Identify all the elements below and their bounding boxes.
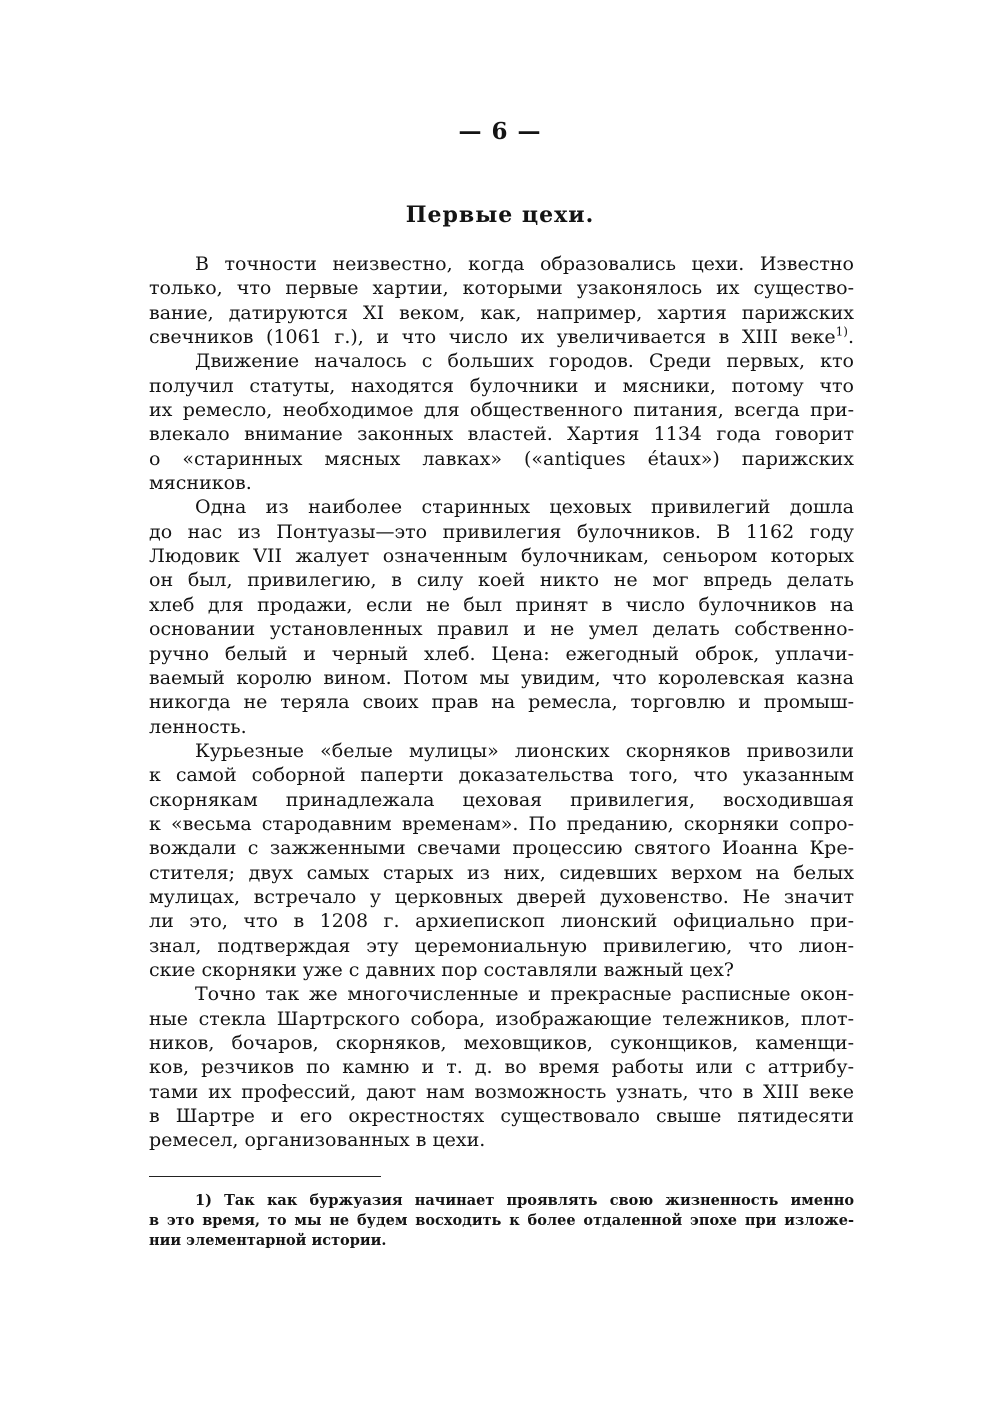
body-text	[149, 252, 854, 1153]
text-line: Точно так же многочисленные и прекрасные расписные окон-	[195, 983, 854, 1006]
text-line: к самой соборной паперти доказательства того, что указанным	[149, 764, 854, 787]
text-line: свечников (1061 г.), и что число их увеличивается в XIII веке$^{1)}$.	[149, 325, 854, 349]
text-line: Курьезные «белые мулицы» лионских скорняков привозили	[195, 739, 854, 762]
text-line: вождали с зажженными свечами процессию святого Иоанна Кре-	[149, 837, 854, 860]
text-line: стителя; двух самых старых из них, сидевших верхом на белых	[149, 861, 854, 884]
footnote-divider	[149, 1176, 381, 1177]
text-line: мулицах, встречало у церковных дверей духовенство. Не значит	[149, 885, 854, 908]
text-line: Движение началось с больших городов. Среди первых, кто	[195, 350, 854, 373]
text-line: к «весьма стародавним временам». По преданию, скорняки сопро-	[149, 812, 854, 835]
text-line: ремесел, организованных в цехи.	[149, 1129, 486, 1152]
text-line: в Шартре и его окрестностях существовало свыше пятидесяти	[149, 1105, 854, 1128]
text-line: вание, датируются XI веком, как, например, хартия парижских	[149, 301, 854, 324]
text-line: В точности неизвестно, когда образовались цехи. Известно	[195, 253, 854, 275]
text-line: скорнякам принадлежала цеховая привилегия, восходившая	[149, 788, 854, 811]
text-line: ные стекла Шартрского собора, изображающие тележников, плот-	[149, 1007, 854, 1030]
text-line: получил статуты, находятся булочники и мясники, потому что	[149, 374, 854, 397]
text-line: он был, привилегию, в силу коей никто не мог впредь делать	[149, 569, 854, 592]
text-line: о «старинных мясных лавках» («antiques étaux») парижских	[149, 447, 854, 470]
text-line: ленность.	[149, 715, 247, 738]
text-line: ников, бочаров, скорняков, меховщиков, суконщиков, каменщи-	[149, 1032, 854, 1054]
text-line: никогда не теряла своих прав на ремесла, торговлю и промыш-	[149, 691, 854, 714]
text-line: мясников.	[149, 472, 252, 495]
text-line: ручно белый и черный хлеб. Цена: ежегодный оброк, уплачи-	[149, 642, 854, 665]
text-line: тами их профессий, дают нам возможность узнать, что в XIII веке	[149, 1080, 854, 1103]
text-line: ваемый королю вином. Потом мы увидим, что королевская казна	[149, 666, 854, 689]
text-line: ков, резчиков по камню и т. д. во время работы или с аттрибу-	[149, 1056, 854, 1079]
page-number: — 6 —	[458, 118, 542, 145]
text-line: хлеб для продажи, если не был принят в число булочников на	[149, 593, 854, 616]
footnote-line: нии элементарной истории.	[149, 1232, 387, 1249]
text-line: Одна из наиболее старинных цеховых привилегий дошла	[195, 496, 854, 519]
text-line: влекало внимание законных властей. Хартия 1134 года говорит	[149, 423, 854, 446]
text-line: их ремесло, необходимое для общественного питания, всегда при-	[149, 399, 854, 422]
chapter-title: Первые цехи.	[405, 202, 595, 228]
footnotes	[149, 1191, 854, 1251]
footnote-reference: 1)	[835, 325, 848, 339]
footnote-line: в это время, то мы не будем восходить к более отдаленной эпохе при изложе-	[149, 1212, 854, 1229]
footnote-line: 1) Так как буржуазия начинает проявлять свою жизненность именно	[195, 1192, 854, 1209]
text-line: Людовик VII жалует означенным булочникам, сеньором которых	[149, 545, 854, 568]
text-line: ли это, что в 1208 г. архиепископ лионский официально при-	[149, 910, 854, 933]
text-line: только, что первые хартии, которыми узаконялось их существо-	[149, 277, 854, 300]
text-line: знал, подтверждая эту церемониальную привилегию, что лион-	[149, 934, 854, 957]
text-line: до нас из Понтуазы—это привилегия булочников. В 1162 году	[149, 520, 854, 543]
text-line: основании установленных правил и не умел делать собственно-	[149, 618, 854, 641]
text-line: ские скорняки уже с давних пор составляли важный цех?	[149, 958, 734, 981]
